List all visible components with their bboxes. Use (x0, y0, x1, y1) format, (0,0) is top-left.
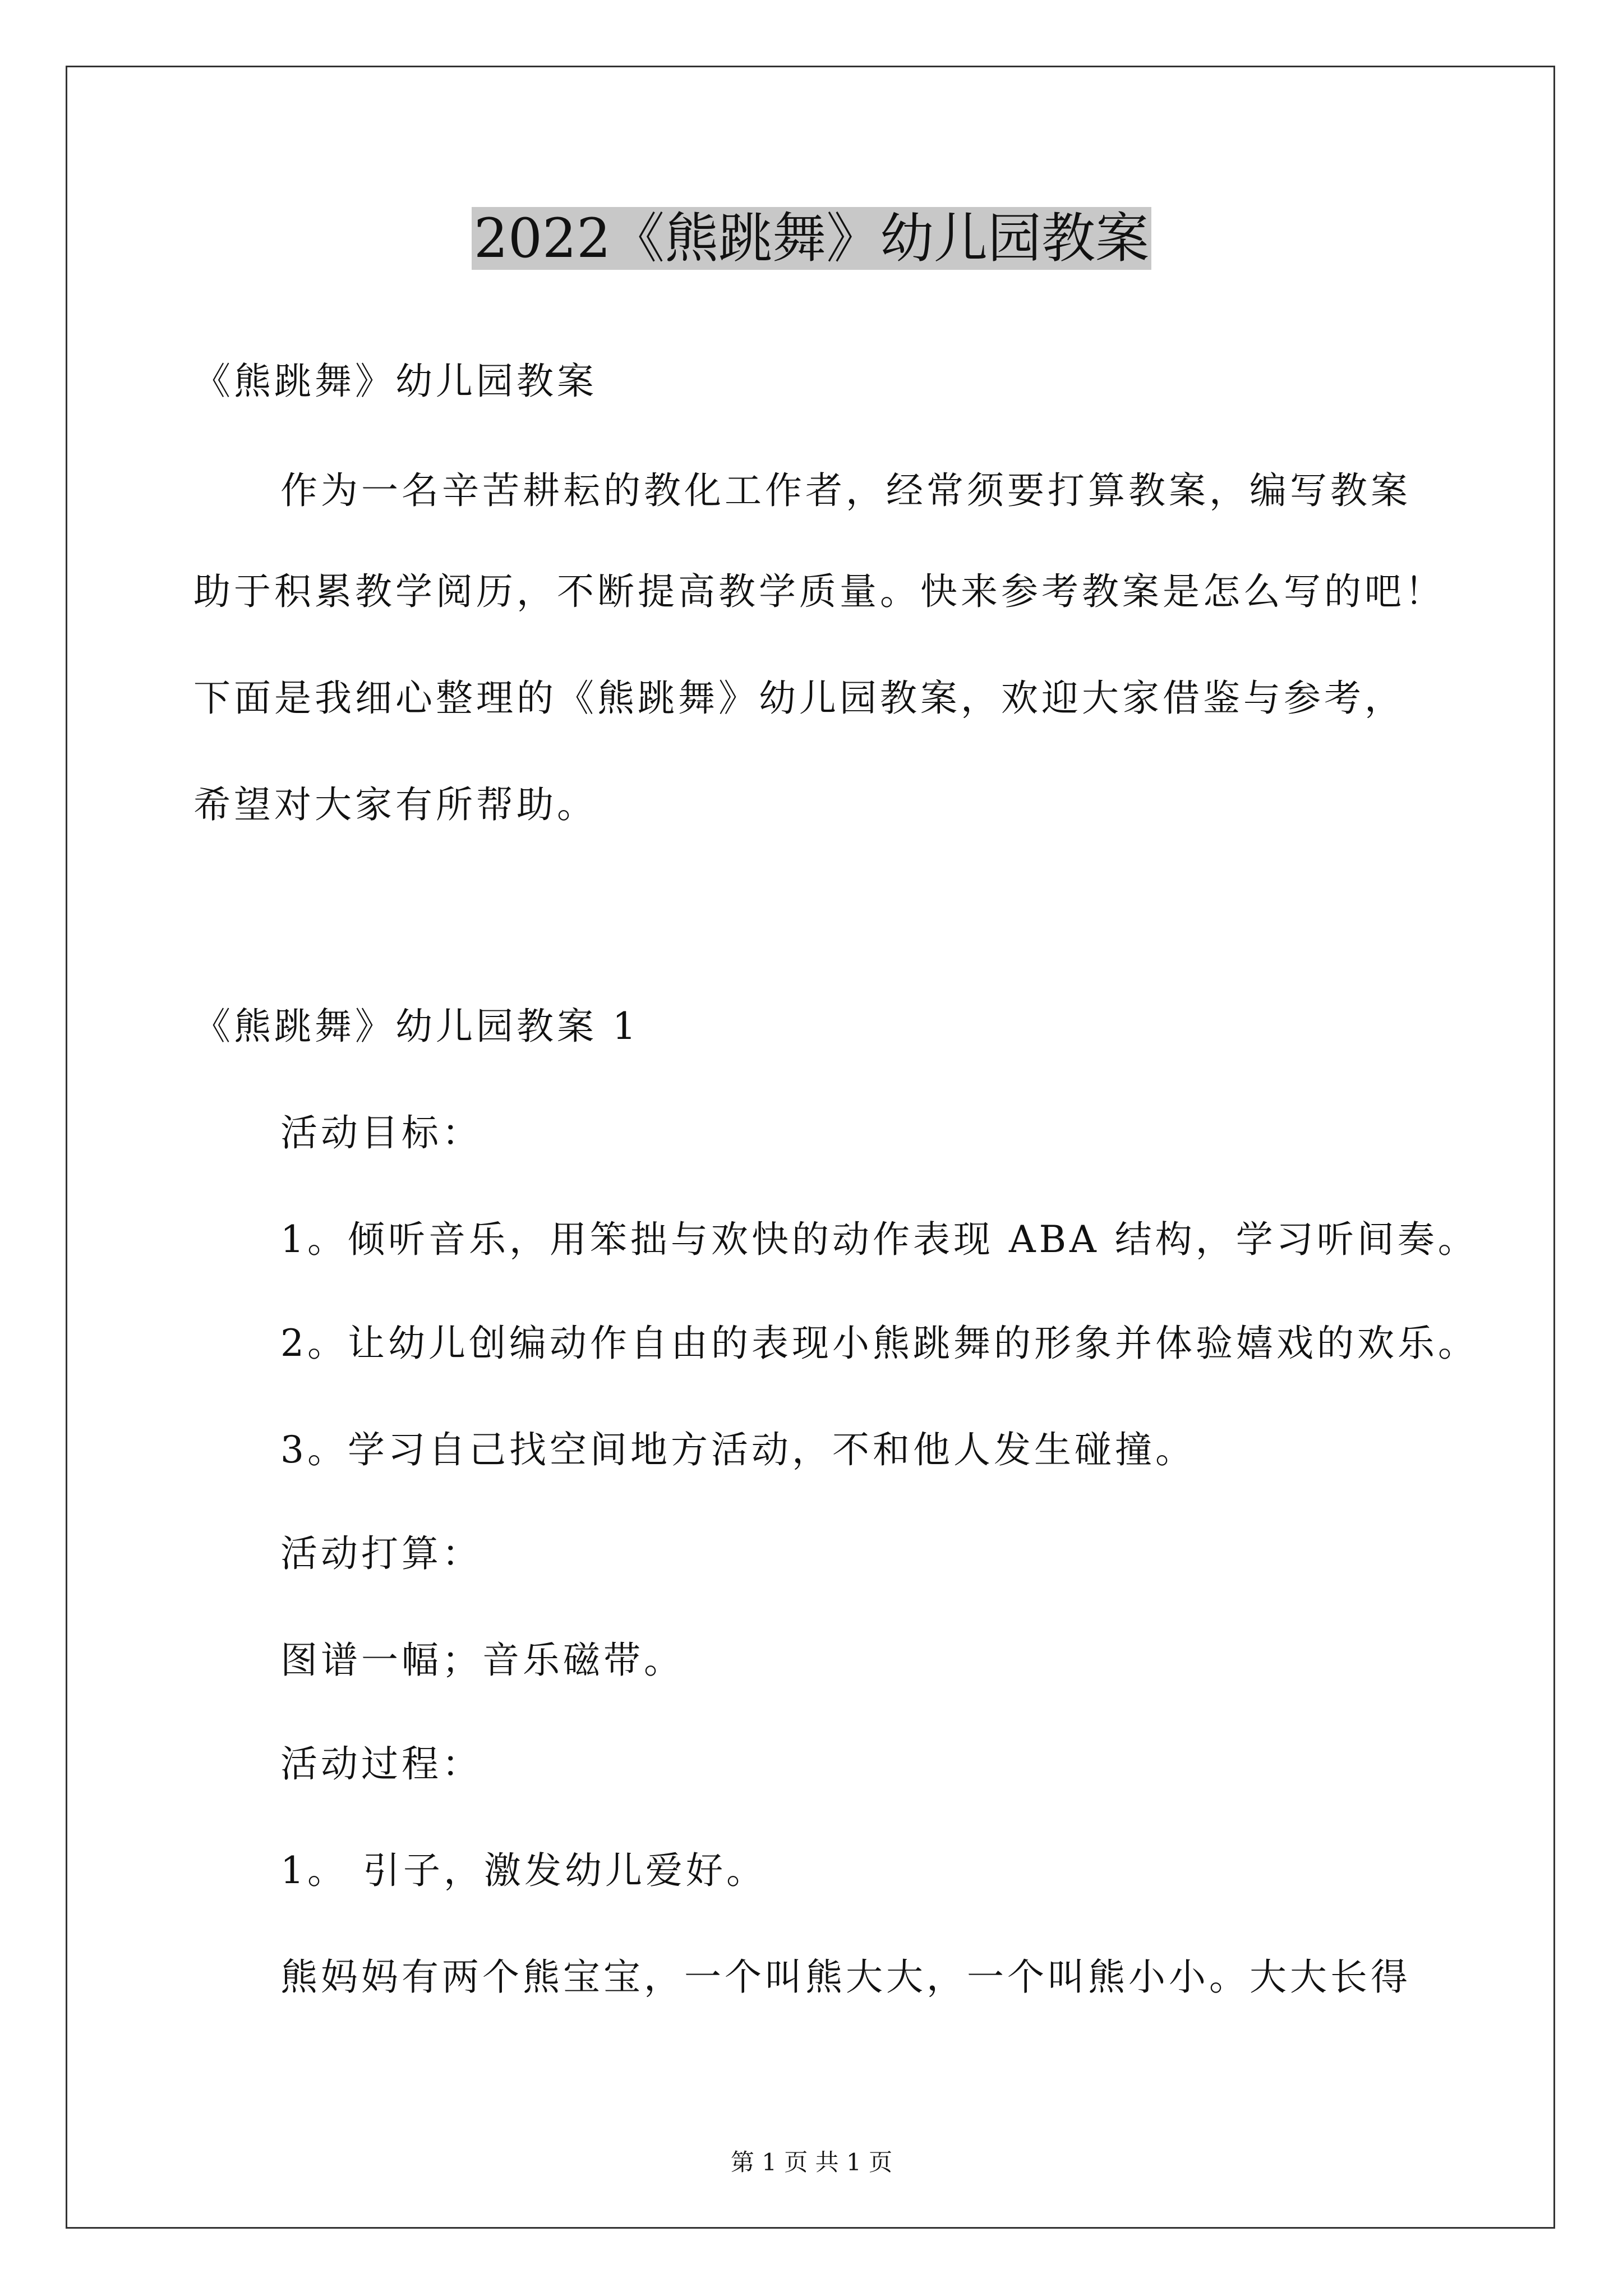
intro-paragraph-line-3: 下面是我细心整理的《熊跳舞》幼儿园教案，欢迎大家借鉴与参考， (193, 677, 1405, 720)
goals-heading: 活动目标： (280, 1111, 482, 1154)
goal-item-2: 2。让幼儿创编动作自由的表现小熊跳舞的形象并体验嬉戏的欢乐。 (280, 1322, 1478, 1365)
page-footer: 第 1 页 共 1 页 (730, 2148, 893, 2176)
process-paragraph-line: 熊妈妈有两个熊宝宝，一个叫熊大大，一个叫熊小小。大大长得 (280, 1955, 1411, 1999)
preparation-item: 图谱一幅；音乐磁带。 (280, 1639, 684, 1682)
goal-item-3: 3。学习自己找空间地方活动，不和他人发生碰撞。 (280, 1428, 1196, 1471)
document-title (0, 199, 1623, 278)
intro-paragraph-line-4: 希望对大家有所帮助。 (193, 783, 597, 826)
intro-paragraph-line-1: 作为一名辛苦耕耘的教化工作者，经常须要打算教案，编写教案 (280, 469, 1411, 512)
document-title-text: 2022《熊跳舞》幼儿园教案 (472, 207, 1151, 270)
goal-item-1: 1。倾听音乐，用笨拙与欢快的动作表现 ABA 结构，学习听间奏。 (280, 1218, 1478, 1261)
process-step-1: 1。 引子，激发幼儿爱好。 (280, 1849, 767, 1892)
section-heading: 《熊跳舞》幼儿园教案 1 (193, 1005, 639, 1048)
intro-paragraph-line-2: 助于积累教学阅历，不断提高教学质量。快来参考教案是怎么写的吧！ (193, 570, 1445, 613)
preparation-heading: 活动打算： (280, 1532, 482, 1575)
subtitle-line: 《熊跳舞》幼儿园教案 (193, 360, 597, 403)
process-heading: 活动过程： (280, 1742, 482, 1786)
